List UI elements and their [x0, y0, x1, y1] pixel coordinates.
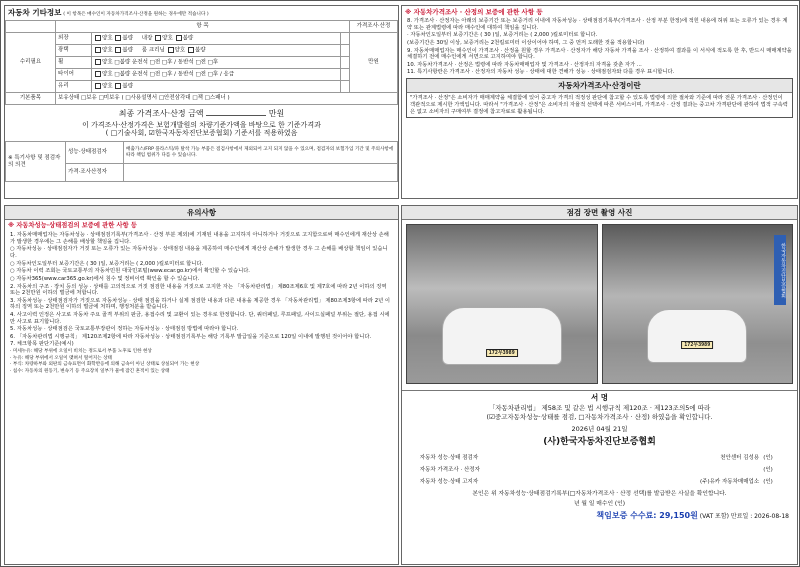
signer-value	[570, 464, 761, 476]
price-definition-title: 자동차가격조사·산정이란	[407, 79, 792, 93]
checkbox[interactable]	[115, 47, 121, 53]
photo-front	[406, 224, 598, 384]
row-text: 양호 □불량 운전석 □전 □후 / 동반석 □전 □후 / 응급	[102, 71, 235, 78]
signature-title: 서 명	[590, 393, 609, 402]
signer-label: 자동차 성능·상태 고지자	[419, 478, 479, 485]
option-label: 불량	[194, 47, 206, 54]
list-item: 3. 자동차성능 · 상태점검자가 거짓으로 자동차성능 · 상태 점검을 하거나 실제 점검한 내용과 다른 내용을 제공한 경우 「자동차관리법」 제80조제3항에 따라 2년 이하의 징역 또는 2천만원 이하의 벌금에 처하며, 행정처분을 받습니다.	[10, 297, 390, 311]
vehicle-info-table	[5, 20, 398, 105]
signature-section	[402, 390, 797, 521]
row-text: 양호 □불량 운전석 □전 □후 / 동반석 □전 □후	[102, 59, 219, 66]
signature-date	[402, 421, 797, 433]
price-guarantee-title: ※ 자동차가격조사 · 산정의 보증에 관한 사항 등	[405, 8, 543, 16]
photo-row	[406, 224, 793, 384]
list-item: · 누유: 해당 부위에서 오일이 맺혀서 떨어지는 상태	[10, 355, 112, 361]
basis-line-2: ( □기술사회, ☑한국자동차진단보증협회) 기준서를 적용하였음	[105, 129, 298, 138]
basis-line-1: 이 가격조사·산정가격은 보험개발원의 차량기준가액을 바탕으로 한 기준가격과	[82, 120, 321, 129]
signature-org: (사)한국자동차진단보증협회	[543, 436, 656, 447]
association-sign: 한국자동차진단보증협회	[774, 235, 786, 305]
checkbox[interactable]	[95, 71, 101, 77]
list-item: ○ 자동차성능 · 상태점검자가 거짓 또는 오류가 있는 자동차성능 · 상태점검 내용을 제공하여 매수인에게 재산상 손해가 발생한 경우 그 손해를 배상할 책임이 있습니다.	[10, 246, 388, 260]
list-item: ○ 자동차 이력 조회는 국토교통부의 자동차민원 대국민포털(www.ecar.go.kr)에서 확인할 수 있습니다.	[10, 268, 250, 275]
row-label: 타이어	[56, 68, 92, 80]
signer-seal: (인)	[763, 466, 773, 473]
plate-rear: 172무3989	[681, 341, 713, 349]
photos-bar: 점검 장면 촬영 사진	[402, 206, 797, 220]
option-label: 불량	[182, 35, 194, 42]
unit-won: 만원	[350, 32, 398, 92]
list-item: 5. 자동차성능 · 상태점검은 국토교통부장관이 정하는 자동차성능 · 상태점검 방법에 따라야 합니다.	[10, 326, 239, 333]
list-item: 4. 사고이력 인정은 사고로 자동차 주요 골격 부위의 판금, 용접수리 및 교환이 있는 경우로 한정합니다. 단, 쿼터패널, 루프패널, 사이드실패널 부위는 절단, 용접 시에만 사고로 표기합니다.	[10, 311, 390, 325]
checkbox[interactable]	[115, 83, 121, 89]
list-item: 6. 「자동차관리법 시행규칙」 제120조제2항에 따라 자동차성능 · 상태점검기록부는 해당 기록부 발급일을 기준으로 120일 이내에 발행된 것이어야 합니다.	[10, 333, 372, 340]
caution-title: ※ 자동차성능·상태점검의 보증에 관한 사항 등	[8, 222, 137, 230]
signer-label: 자동차 가격조사 · 산정자	[419, 466, 480, 473]
checkbox[interactable]	[95, 47, 101, 53]
list-item: ○ 자동차인도일부터 보증기간은 ( 30 )일, 보증거리는 ( 2,000 )킬로미터로 합니다.	[10, 260, 204, 267]
basic-row: 보유상태 □보유 □미보유 ( □사용설명서 □안전삼각대 □잭 □스패너 )	[56, 92, 398, 104]
signer-label: 자동차 성능·상태 점검자	[419, 454, 479, 461]
signature-line-1: 「자동차관리법」 제58조 및 같은 법 시행규칙 제120조 · 제123조의5에 따라	[488, 404, 711, 413]
list-item: ○ 자동차365(www.car365.go.kr)에서 침수 및 정비이력 확인을 할 수 있습니다.	[10, 275, 200, 282]
checkbox[interactable]	[176, 35, 182, 41]
final-price-label: 최종 가격조사·산정 금액	[118, 108, 204, 118]
option-label: 양호	[162, 35, 173, 42]
photos-panel	[401, 205, 798, 565]
price-guarantee-list	[402, 18, 797, 76]
fee-label: 책임보증 수수료: 29,150원	[596, 511, 698, 521]
list-item: 10. 자동차가격조사 · 산정은 법령에 따라 자동차매매업자 및 가격조사 · 산정자의 자격을 갖춘 자가 ...	[407, 61, 642, 68]
list-item: 11. 특기사항란은 가격조사 · 산정자의 자동차 성능 · 상태에 대한 견해가 성능 · 상태점검자와 다를 경우 표시합니다.	[407, 69, 675, 76]
option-label: 양호	[174, 47, 186, 54]
signature-line-2: (☑중고자동차성능·상태를 점검, □자동차가격조사 · 산정) 하였음을 확인합니다.	[486, 412, 713, 421]
signer-seal: (인)	[763, 478, 773, 485]
checkbox[interactable]	[115, 35, 121, 41]
list-item: · 침수: 자동차의 원동기, 변속기 등 주요장치 일부가 물에 잠긴 흔적이 있는 상태	[10, 369, 170, 375]
row-label: 유리	[56, 80, 92, 92]
special-table	[5, 141, 398, 182]
vehicle-info-subtitle: ( 이 항목은 매수인이 자동차가격조사·산정을 원하는 경우에만 적습니다 )	[63, 12, 209, 17]
checkbox[interactable]	[95, 59, 101, 65]
receipt-line: 년 월 일 매수인 (인)	[573, 501, 626, 508]
row-label: 외장	[56, 32, 92, 44]
checkbox[interactable]	[95, 35, 101, 41]
signature-table	[418, 452, 781, 488]
list-item: 9. 자동차매매업자는 매수인이 가격조사 · 산정을 원할 경우 가격조사 · 산정자가 해당 자동차 가격을 조사 · 산정하여 결과를 이 서식에 적도록 한 후, 반드시 매매계약을 체결하기 전에 매수인에게 서면으로 고지하여야 합니다.	[407, 47, 792, 61]
date-month: 04월	[596, 424, 611, 433]
vehicle-info-title: 자동차 기타정보	[8, 8, 62, 17]
list-item: 1. 자동차매매업자는 자동차성능 · 상태점검기록부(가격조사 · 산정 부분 제외)에 기재된 내용을 고지하지 아니하거나 거짓으로 고지함으로써 매수인에게 재산상 손해가 발생한 경우에는 그 손해를 배상할 책임을 집니다.	[10, 232, 389, 245]
group-repair-label: 수리필요	[6, 32, 56, 92]
option-label: 양호	[102, 83, 113, 90]
checkbox[interactable]	[168, 47, 174, 53]
list-item: · 미세누유: 해당 부위에 오일이 비치는 정도로서 부품 노후로 인한 현상	[10, 348, 152, 354]
checkbox[interactable]	[155, 35, 161, 41]
list-item: · 자동차인도일부터 보증기간은 ( 30 )일, 보증거리는 ( 2,000 )킬로미터로 합니다.	[407, 32, 598, 39]
checkbox[interactable]	[188, 47, 194, 53]
option-label: 양호	[102, 47, 113, 54]
fee-note: (VAT 포함) 만료일 : 2026-08-18	[699, 513, 789, 521]
vehicle-info-panel	[4, 5, 399, 199]
caution-bar: 유의사항	[5, 206, 398, 220]
special-note: 배출가스/FRP 플라스틱/파 탈착 가능 부품은 점검사항에서 제외되어 고지 되지 않을 수 있으며, 점검자의 보험가입 기간 및 주의사항에 따라 책임 범위가 다를 수 있습니다.	[124, 142, 398, 164]
car-rear-image	[647, 309, 747, 363]
list-item: · 부식: 차량하부와 외판의 금속표면이 화학반응에 의해 금속이 아닌 상태로 상실되어 가는 현상	[10, 362, 200, 368]
plate-front: 172무3989	[486, 349, 518, 357]
special-title: ※ 특기사항 및 점검자의 의견	[6, 142, 66, 182]
price-definition-text: "가격조사 · 산정"은 소비자가 매매계약을 체결함에 있어 중고자 가격의 적정성 판단에 참고할 수 있도록 법령에 의한 절차와 기준에 따라 전문 가격조사 · 산정인이 객관적으로 제시한 가액입니다. 따라서 "가격조사 · 산정"은 소비자의 자율적 선택에 따른 서비스이며, 가격조사 · 산정 결과는 중고차 가격판단에 관하여 법적 구속력은 없고 소비자의 구매여부 결정에 참고자료로 활용됩니다.	[410, 95, 788, 115]
row-label: 휠	[56, 56, 92, 68]
col-price-header: 가격조사·산정	[350, 20, 398, 32]
list-item: 2. 자동차의 구조 · 장치 등의 성능 · 상태를 고의적으로 거짓 점검한 내용을 거짓으로 고지한 자는 「자동차관리법」 제80조제6호 및 제7호에 따라 2년 이하의 징역 또는 2천만원 이하의 벌금에 처합니다.	[10, 283, 387, 297]
group-basic-label: 기본품목	[6, 92, 56, 104]
option-label: 불량	[122, 35, 134, 42]
signer-seal: (인)	[763, 454, 773, 461]
option-label: 불량	[122, 47, 134, 54]
special-sub-1: 성능·상태점검자	[66, 142, 124, 164]
list-item: 8. 가격조사 · 산정자는 아래의 보증기간 또는 보증거리 이내에 자동차성능 · 상태점검기록부(가격조사 · 산정 부분 한정)에 적힌 내용에 허위 또는 오류가 있는 경우 계약 또는 관계법령에 따라 매수인에 대하여 책임을 집니다.	[407, 18, 788, 31]
date-day: 21일	[612, 424, 628, 433]
list-item: (보증기간은 30일 이상, 보증거리는 2천킬로미터 이상이어야 하며, 그 중 먼저 도래한 것을 적용합니다)	[407, 39, 645, 46]
confirm-text: 본인은 위 자동차성능·상태점검기록부(□자동차가격조사 · 산정 선택)를 발급받은 사실을 확인합니다.	[472, 491, 727, 497]
final-price-unit: 만원	[268, 108, 285, 118]
caution-panel	[4, 205, 399, 565]
row-label: 내장	[141, 35, 153, 42]
row-label: 룸 크리닝	[141, 47, 165, 54]
list-item: 7. 체크항목 판단기준(예시)	[10, 341, 74, 348]
price-definition-box	[406, 78, 793, 118]
checkbox[interactable]	[95, 83, 101, 89]
signer-value: (주)유카 자동차매매업소	[700, 478, 760, 485]
date-year: 2026년	[571, 424, 595, 433]
photo-rear	[602, 224, 794, 384]
option-label: 양호	[102, 35, 113, 42]
option-label: 불량	[122, 83, 134, 90]
row-label: 광택	[56, 44, 92, 56]
caution-list	[5, 232, 398, 375]
signer-value: 천안센터 김성용	[720, 454, 760, 461]
special-sub-2: 가격·조사산정자	[66, 164, 124, 182]
col-item-header: 항 목	[56, 20, 350, 32]
price-guarantee-panel	[401, 5, 798, 199]
